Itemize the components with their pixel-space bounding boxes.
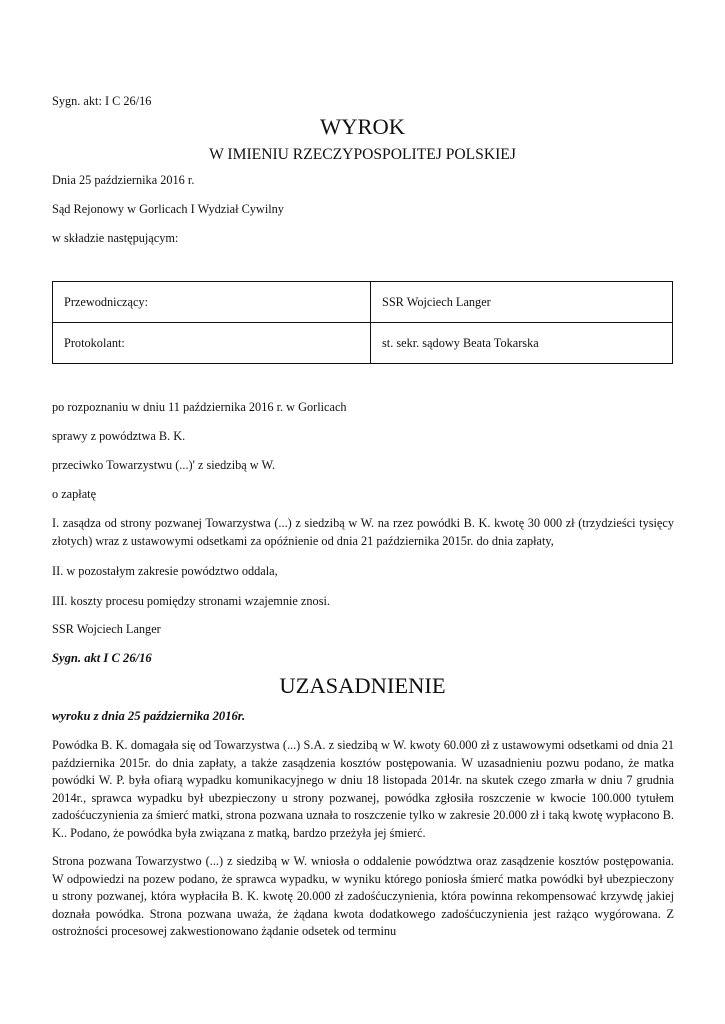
ruling-point-1: I. zasądza od strony pozwanej Towarzystwa (...) z siedzibą w W. na rzez powódki B. K. kwotę 30 000 zł (trzydzieści tysięcy złotych) wraz z ustawowymi odsetkami za opóźnienie od dnia 21 października 2015r. do dnia zapłaty, bbox=[52, 516, 674, 548]
justification-subtitle: wyroku z dnia 25 października 2016r. bbox=[52, 709, 246, 723]
court-name: Sąd Rejonowy w Gorlicach I Wydział Cywilny bbox=[52, 202, 284, 216]
justification-title: UZASADNIENIE bbox=[279, 673, 446, 698]
subject-line: o zapłatę bbox=[52, 487, 97, 501]
judge-signature: SSR Wojciech Langer bbox=[52, 622, 161, 636]
verdict-date: Dnia 25 października 2016 r. bbox=[52, 173, 195, 187]
composition-intro: w składzie następującym: bbox=[52, 231, 179, 245]
verdict-title: WYROK bbox=[320, 114, 405, 139]
panel-role-clerk: Protokolant: bbox=[53, 323, 371, 364]
against-line: przeciwko Towarzystwu (...)' z siedzibą w W. bbox=[52, 458, 276, 472]
verdict-subtitle: W IMIENIU RZECZYPOSPOLITEJ POLSKIEJ bbox=[209, 146, 516, 163]
justification-paragraph-1: Powódka B. K. domagała się od Towarzystwa (...) S.A. z siedzibą w W. kwoty 60.000 zł z ustawowymi odsetkami od dnia 21 października 2015r. do dnia zapłaty, a także zasądzenia kosztów postępowania. W uzasadnieniu pozwu podano, że matka powódki W. P. była ofiarą wypadku komunikacyjnego w dniu 18 listopada 2014r. na skutek czego zmarła w dniu 7 grudnia 2014r., sprawca wypadku był ubezpieczony u strony pozwanej, powódka zgłosiła roszczenie w kwocie 100.000 tytułem zadośćuczynienia za śmierć matki, strona pozwana uznała to roszczenie tylko w zakresie 20.000 zł i taką kwotę wypłacono B. K.. Podano, że powódka była związana z matką, bardzo przeżyła jej śmierć. bbox=[52, 738, 674, 840]
ruling-point-3: III. koszty procesu pomiędzy stronami wzajemnie znosi. bbox=[52, 594, 330, 608]
hearing-line: po rozpoznaniu w dniu 11 października 2016 r. w Gorlicach bbox=[52, 400, 347, 414]
justification-case-number: Sygn. akt I C 26/16 bbox=[52, 651, 152, 665]
justification-paragraph-2: Strona pozwana Towarzystwo (...) z siedzibą w W. wniosła o oddalenie powództwa oraz zasądzenie kosztów postępowania. W odpowiedzi na pozew podano, że sprawca wypadku, w wyniku którego poniosła śmierć matka powódki był ubezpieczony u strony pozwanej, która wypłaciła B. K. kwotę 20.000 zł zadośćuczynienia, która powinna rekompensować krzywdę jakiej doznała powódka. Strona pozwana uważa, że żądana kwota dodatkowego zadośćuczynienia jest rażąco wygórowana. Z ostrożności procesowej zakwestionowano żądanie odsetek od terminu bbox=[52, 854, 674, 939]
table-row bbox=[53, 323, 673, 364]
panel-name-clerk: st. sekr. sądowy Beata Tokarska bbox=[371, 323, 673, 364]
ruling-point-2: II. w pozostałym zakresie powództwo oddala, bbox=[52, 564, 278, 578]
case-number: Sygn. akt: I C 26/16 bbox=[52, 94, 152, 108]
claim-line: sprawy z powództwa B. K. bbox=[52, 429, 186, 443]
panel-role-chair: Przewodniczący: bbox=[53, 282, 371, 323]
table-row bbox=[53, 282, 673, 323]
court-panel-table bbox=[52, 281, 673, 364]
panel-name-chair: SSR Wojciech Langer bbox=[371, 282, 673, 323]
